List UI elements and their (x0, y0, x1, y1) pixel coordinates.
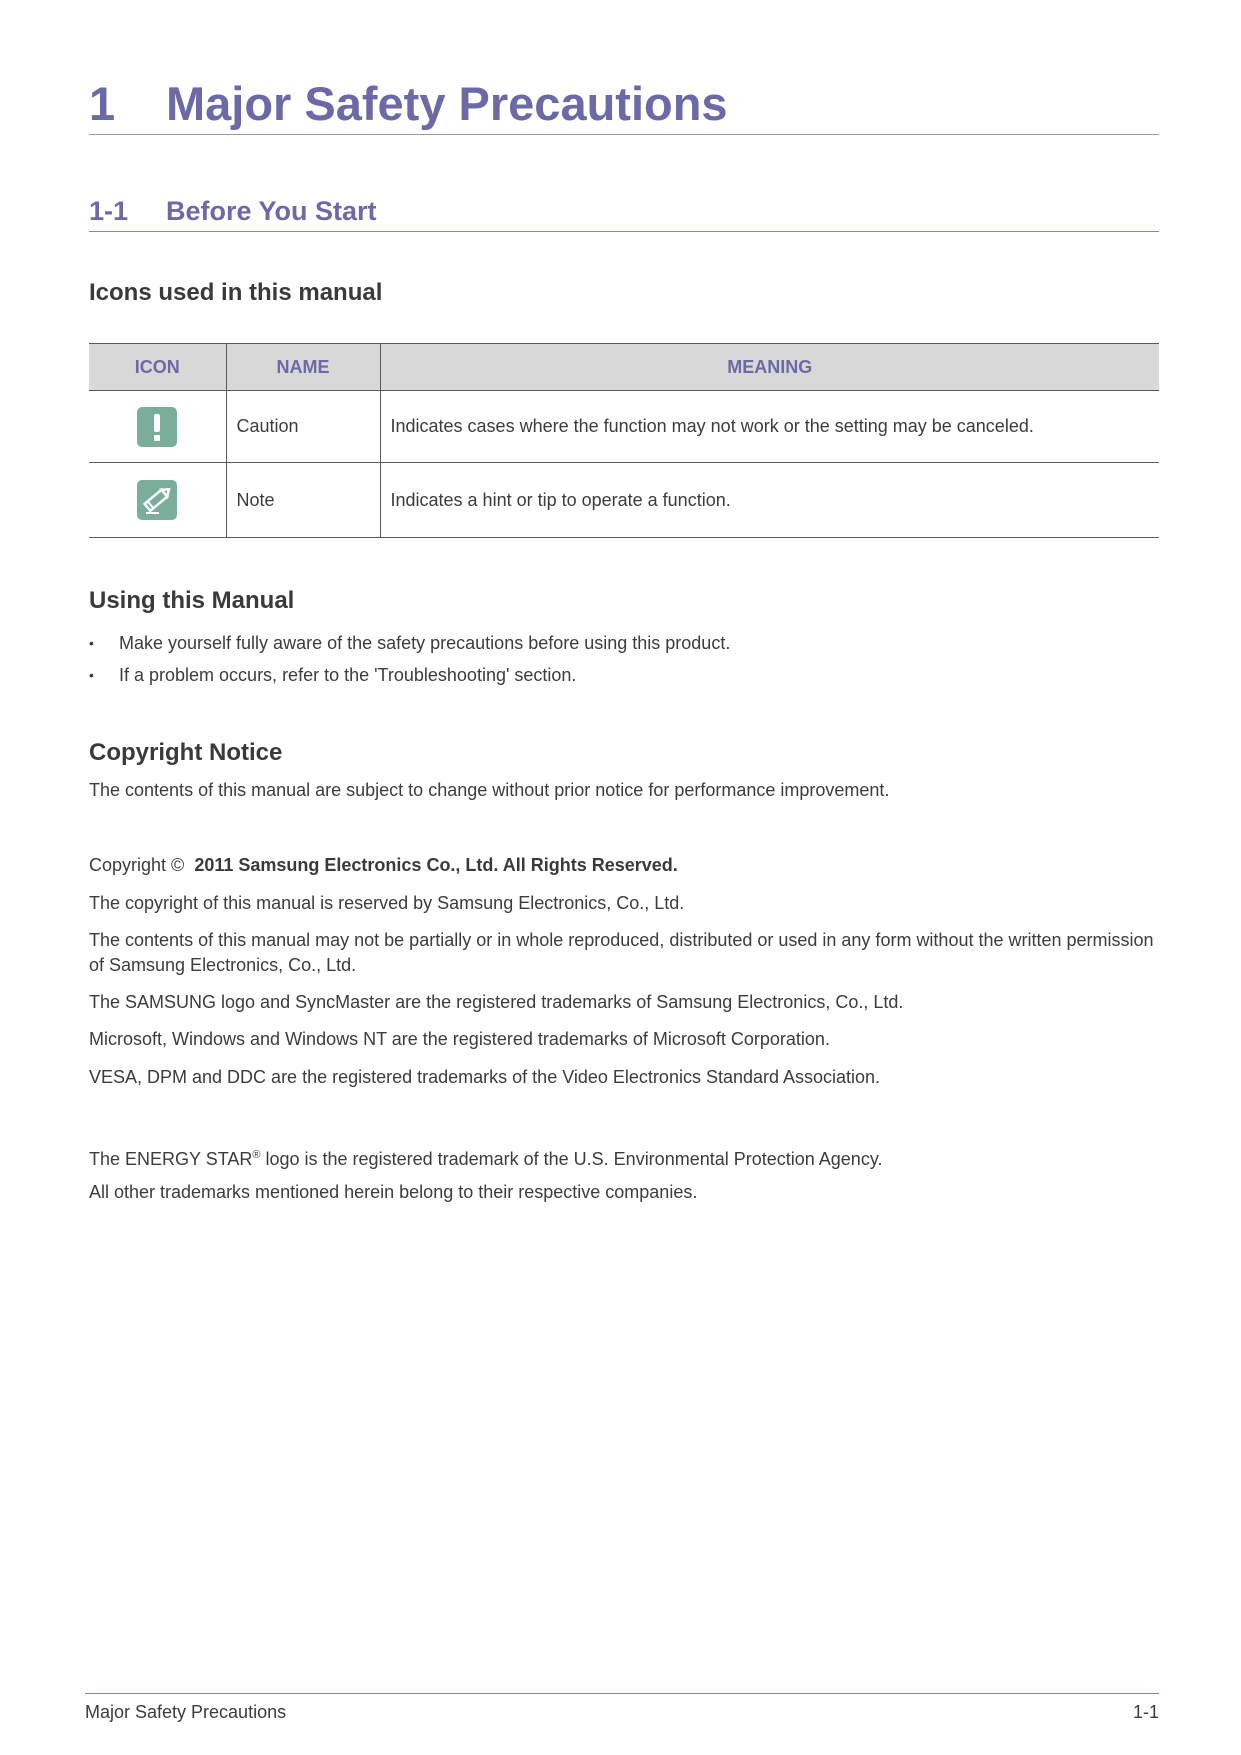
section-heading (89, 190, 1159, 232)
using-manual-heading: Using this Manual (89, 587, 295, 614)
trademark-samsung: The SAMSUNG logo and SyncMaster are the registered trademarks of Samsung Electronics, Co., Ltd. (89, 992, 904, 1012)
trademark-microsoft: Microsoft, Windows and Windows NT are the registered trademarks of Microsoft Corporation. (89, 1029, 830, 1049)
copyright-prefix: Copyright © (89, 855, 185, 875)
table-header-row (89, 344, 1159, 391)
header-icon: ICON (89, 344, 226, 391)
copyright-heading: Copyright Notice (89, 739, 283, 766)
row-name: Caution (226, 391, 380, 463)
copyright-line (89, 853, 1159, 878)
icons-heading: Icons used in this manual (89, 279, 383, 306)
table-row (89, 391, 1159, 463)
chapter-heading (89, 68, 1159, 135)
icons-table (89, 343, 1159, 538)
copyright-reproduction: The contents of this manual may not be partially or in whole reproduced, distributed or used in any form without the written permission of Samsung Electronics, Co., Ltd. (89, 930, 1154, 975)
table-row (89, 463, 1159, 538)
copyright-reserved: The copyright of this manual is reserved by Samsung Electronics, Co., Ltd. (89, 893, 685, 913)
list-item-text: If a problem occurs, refer to the 'Troubleshooting' section. (119, 665, 577, 685)
row-meaning: Indicates cases where the function may not work or the setting may be canceled. (380, 391, 1159, 463)
page-number: 1-1 (1132, 1702, 1159, 1722)
list-item (89, 627, 730, 659)
note-icon (137, 480, 177, 520)
page (85, 0, 1159, 1755)
list-item (89, 659, 730, 691)
registered-mark: ® (252, 1149, 261, 1161)
trademark-energy-star (89, 1143, 1159, 1172)
list-item-text: Make yourself fully aware of the safety precautions before using this product. (119, 633, 731, 653)
row-name: Note (226, 463, 380, 538)
section-title: Before You Start (166, 196, 377, 226)
copyright-holder: 2011 Samsung Electronics Co., Ltd. All Rights Reserved. (194, 855, 678, 875)
icon-cell (89, 463, 226, 538)
footer-title: Major Safety Precautions (85, 1702, 287, 1722)
other-trademarks: All other trademarks mentioned herein belong to their respective companies. (89, 1182, 698, 1202)
icon-cell (89, 391, 226, 463)
bullet: • (89, 667, 94, 683)
row-meaning: Indicates a hint or tip to operate a function. (380, 463, 1159, 538)
chapter-number: 1 (89, 77, 116, 130)
copyright-intro: The contents of this manual are subject to change without prior notice for performance improvement. (89, 780, 890, 800)
chapter-title: Major Safety Precautions (166, 77, 728, 130)
energy-star-text-rest: logo is the registered trademark of the U.S. Environmental Protection Agency. (260, 1149, 883, 1169)
caution-icon (137, 407, 177, 447)
page-footer (85, 1693, 1159, 1734)
using-manual-list (89, 627, 730, 691)
section-number: 1-1 (89, 196, 129, 226)
header-name: NAME (226, 344, 380, 391)
energy-star-text: The ENERGY STAR (89, 1149, 253, 1169)
bullet: • (89, 635, 94, 651)
header-meaning: MEANING (380, 344, 1159, 391)
trademark-vesa: VESA, DPM and DDC are the registered trademarks of the Video Electronics Standard Association. (89, 1067, 881, 1087)
